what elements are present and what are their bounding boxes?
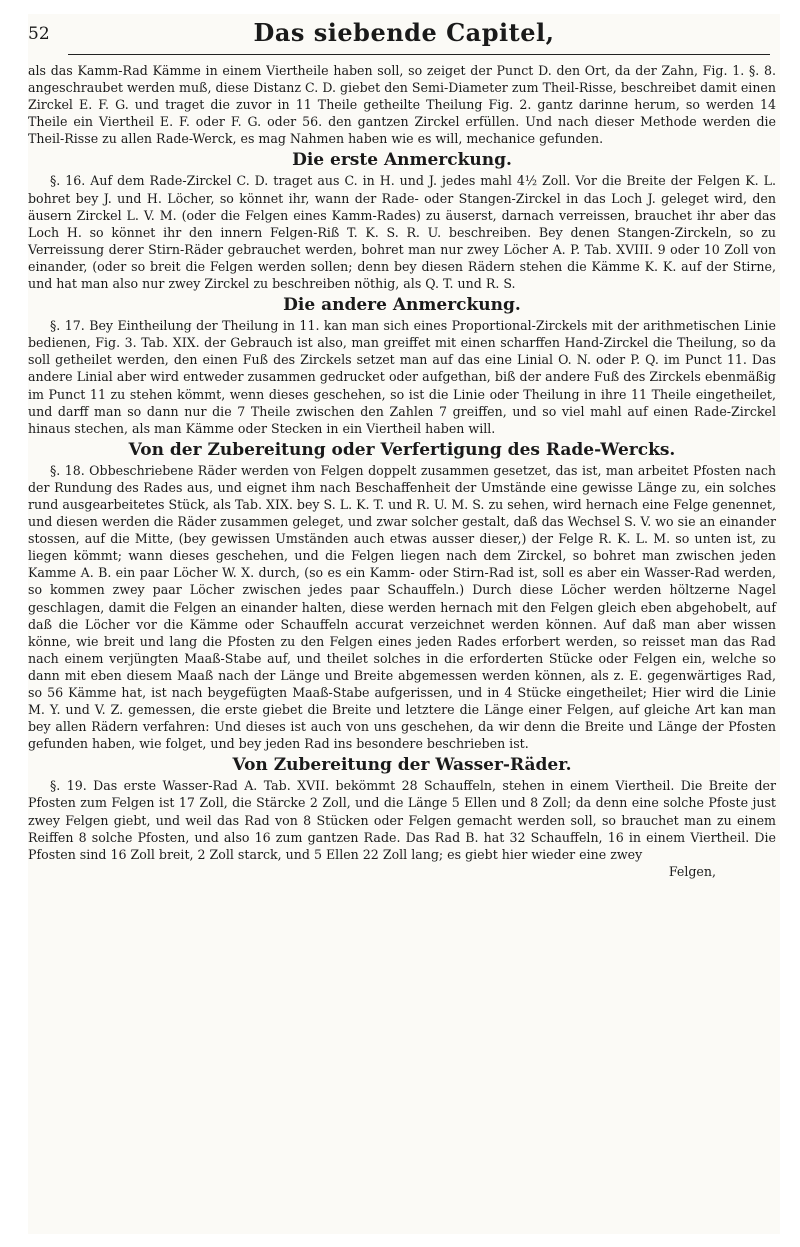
section-heading-water-wheels: Von Zubereitung der Wasser-Räder. xyxy=(232,755,572,776)
book-page xyxy=(28,14,780,1234)
page-header xyxy=(28,14,780,58)
paragraph-section-16: §. 16. Auf dem Rade-Zirckel C. D. traget aus C. in H. und J. jedes mahl 4½ Zoll. Vor die Breite der Felgen K. L. bohret bey J. und H. Löcher, so könnet ihr, wann der Rade- oder Stangen-Zirckel in das Loch J. geleget wird, den äusern Zirckel L. V. M. (oder die Felgen eines Kamm-Rades) zu äuserst, darnach verreissen, brauchet ihr aber das Loch H. so könnet ihr den innern Felgen-Riß T. K. S. R. U. beschreiben. Bey denen Stangen-Zirckeln, so zu Verreissung derer Stirn-Räder gebrauchet werden, bohret man nur zwey Löcher A. P. Tab. XVIII. 9 oder 10 Zoll von einander, (oder so breit die Felgen werden sollen; denn bey diesen Rädern stehen die Kämme K. K. auf der Stirne, und hat man also nur zwey Zirckel zu beschreiben nöthig, als Q. T. und R. S. xyxy=(28,173,776,292)
paragraph-section-18: §. 18. Obbeschriebene Räder werden von Felgen doppelt zusammen gesetzet, das ist, man arbeitet Pfosten nach der Rundung des Rades aus, und eignet ihm nach Beschaffenheit der Umstände eine gewisse Länge zu, ein solches rund ausgearbeitetes Stück, als Tab. XIX. bey S. L. K. T. und R. U. M. S. zu sehen, wird hernach eine Felge genennet, und diesen werden die Räder zusammen geleget, und zwar solcher gestalt, daß das Wechsel S. V. wo sie an einander stossen, auf die Mitte, (bey gewissen Umständen auch etwas ausser dieser,) der Felge R. K. L. M. so unten ist, zu liegen kömmt; wann dieses geschehen, und die Felgen liegen nach dem Zirckel, so bohret man zwischen jeden Kamme A. B. ein paar Löcher W. X. durch, (so es ein Kamm- oder Stirn-Rad ist, soll es aber ein Wasser-Rad werden, so kommen zwey paar Löcher zwischen jedes paar Schauffeln.) Durch diese Löcher werden höltzerne Nagel geschlagen, damit die Felgen an einander halten, diese werden hernach mit den Felgen gleich eben abgehobelt, auf daß die Löcher vor die Kämme oder Schauffeln accurat verzeichnet werden können. Auf daß man aber wissen könne, wie breit und lang die Pfosten zu den Felgen eines jeden Rades erforbert werden, so reisset man das Rad nach einem verjüngten Maaß-Stabe auf, und theilet solches in die erforderten Stücke oder Felgen ein, welche so dann mit eben diesem Maaß nach der Länge und Breite abgemessen werden können, als z. E. gegenwärtiges Rad, so 56 Kämme hat, ist nach beygefügten Maaß-Stabe aufgerissen, und in 4 Stücke eingetheilet; Hier wird die Linie M. Y. und V. Z. gemessen, die erste giebet die Breite und letztere die Länge einer Felgen, auf gleiche Art kan man bey allen Rädern verfahren: Und dieses ist auch von uns geschehen, da wir denn die Breite und Länge der Pfosten gefunden haben, wie folget, und bey jeden Rad ins besondere beschrieben ist. xyxy=(28,462,776,752)
header-rule xyxy=(68,54,770,55)
section-heading-first-note: Die erste Anmerckung. xyxy=(292,150,512,171)
catchword: Felgen, xyxy=(668,863,716,879)
page-number: 52 xyxy=(28,24,50,44)
section-heading-second-note: Die andere Anmerckung. xyxy=(283,295,521,316)
running-head: Das siebende Capitel, xyxy=(253,18,555,47)
section-heading-preparation: Von der Zubereitung oder Verfertigung des Rade-Wercks. xyxy=(128,439,676,460)
page-body xyxy=(28,62,776,880)
paragraph-section-19: §. 19. Das erste Wasser-Rad A. Tab. XVII. bekömmt 28 Schauffeln, stehen in einem Viertheil. Die Breite der Pfosten zum Felgen ist 17 Zoll, die Stärcke 2 Zoll, und die Länge 5 Ellen und 8 Zoll; da denn eine solche Pfoste just zwey Felgen giebt, und weil das Rad von 8 Stücken oder Felgen gemacht werden soll, so brauchet man zu einem Reiffen 8 solche Pfosten, und also 16 zum gantzen Rade. Das Rad B. hat 32 Schauffeln, 16 in einem Viertheil. Die Pfosten sind 16 Zoll breit, 2 Zoll starck, und 5 Ellen 22 Zoll lang; es giebt hier wieder eine zwey xyxy=(28,778,776,862)
paragraph-section-17: §. 17. Bey Eintheilung der Theilung in 11. kan man sich eines Proportional-Zirckels mit der arithmetischen Linie bedienen, Fig. 3. Tab. XIX. der Gebrauch ist also, man greiffet mit einen scharffen Hand-Zirckel die Theilung, so da soll getheilet werden, den einen Fuß des Zirckels setzet man auf das eine Linial O. N. oder P. Q. im Punct 11. Das andere Linial aber wird entweder zusammen gedrucket oder aufgethan, biß der andere Fuß des Zirckels ebenmäßig im Punct 11 zu stehen kömmt, wenn dieses geschehen, so ist die Linie oder Theilung in ihre 11 Theile eingetheilet, und darff man so dann nur die 7 Theile zwischen den Zahlen 7 greiffen, und so viel mahl auf einen Rade-Zirckel hinaus stechen, als man Kämme oder Stecken in ein Viertheil haben will. xyxy=(28,318,776,436)
opening-paragraph: als das Kamm-Rad Kämme in einem Viertheile haben soll, so zeiget der Punct D. den Ort, da der Zahn, Fig. 1. §. 8. angeschraubet werden muß, diese Distanz C. D. giebet den Semi-Diameter zum Theil-Risse, beschreibet damit einen Zirckel E. F. G. und traget die zuvor in 11 Theile getheilte Theilung Fig. 2. gantz darinne herum, so werden 14 Theile ein Viertheil E. F. oder F. G. oder 56. den gantzen Zirckel erfüllen. Und nach dieser Methode werden die Theil-Risse zu allen Rade-Werck, es mag Nahmen haben wie es will, mechanice gefunden. xyxy=(28,63,776,147)
